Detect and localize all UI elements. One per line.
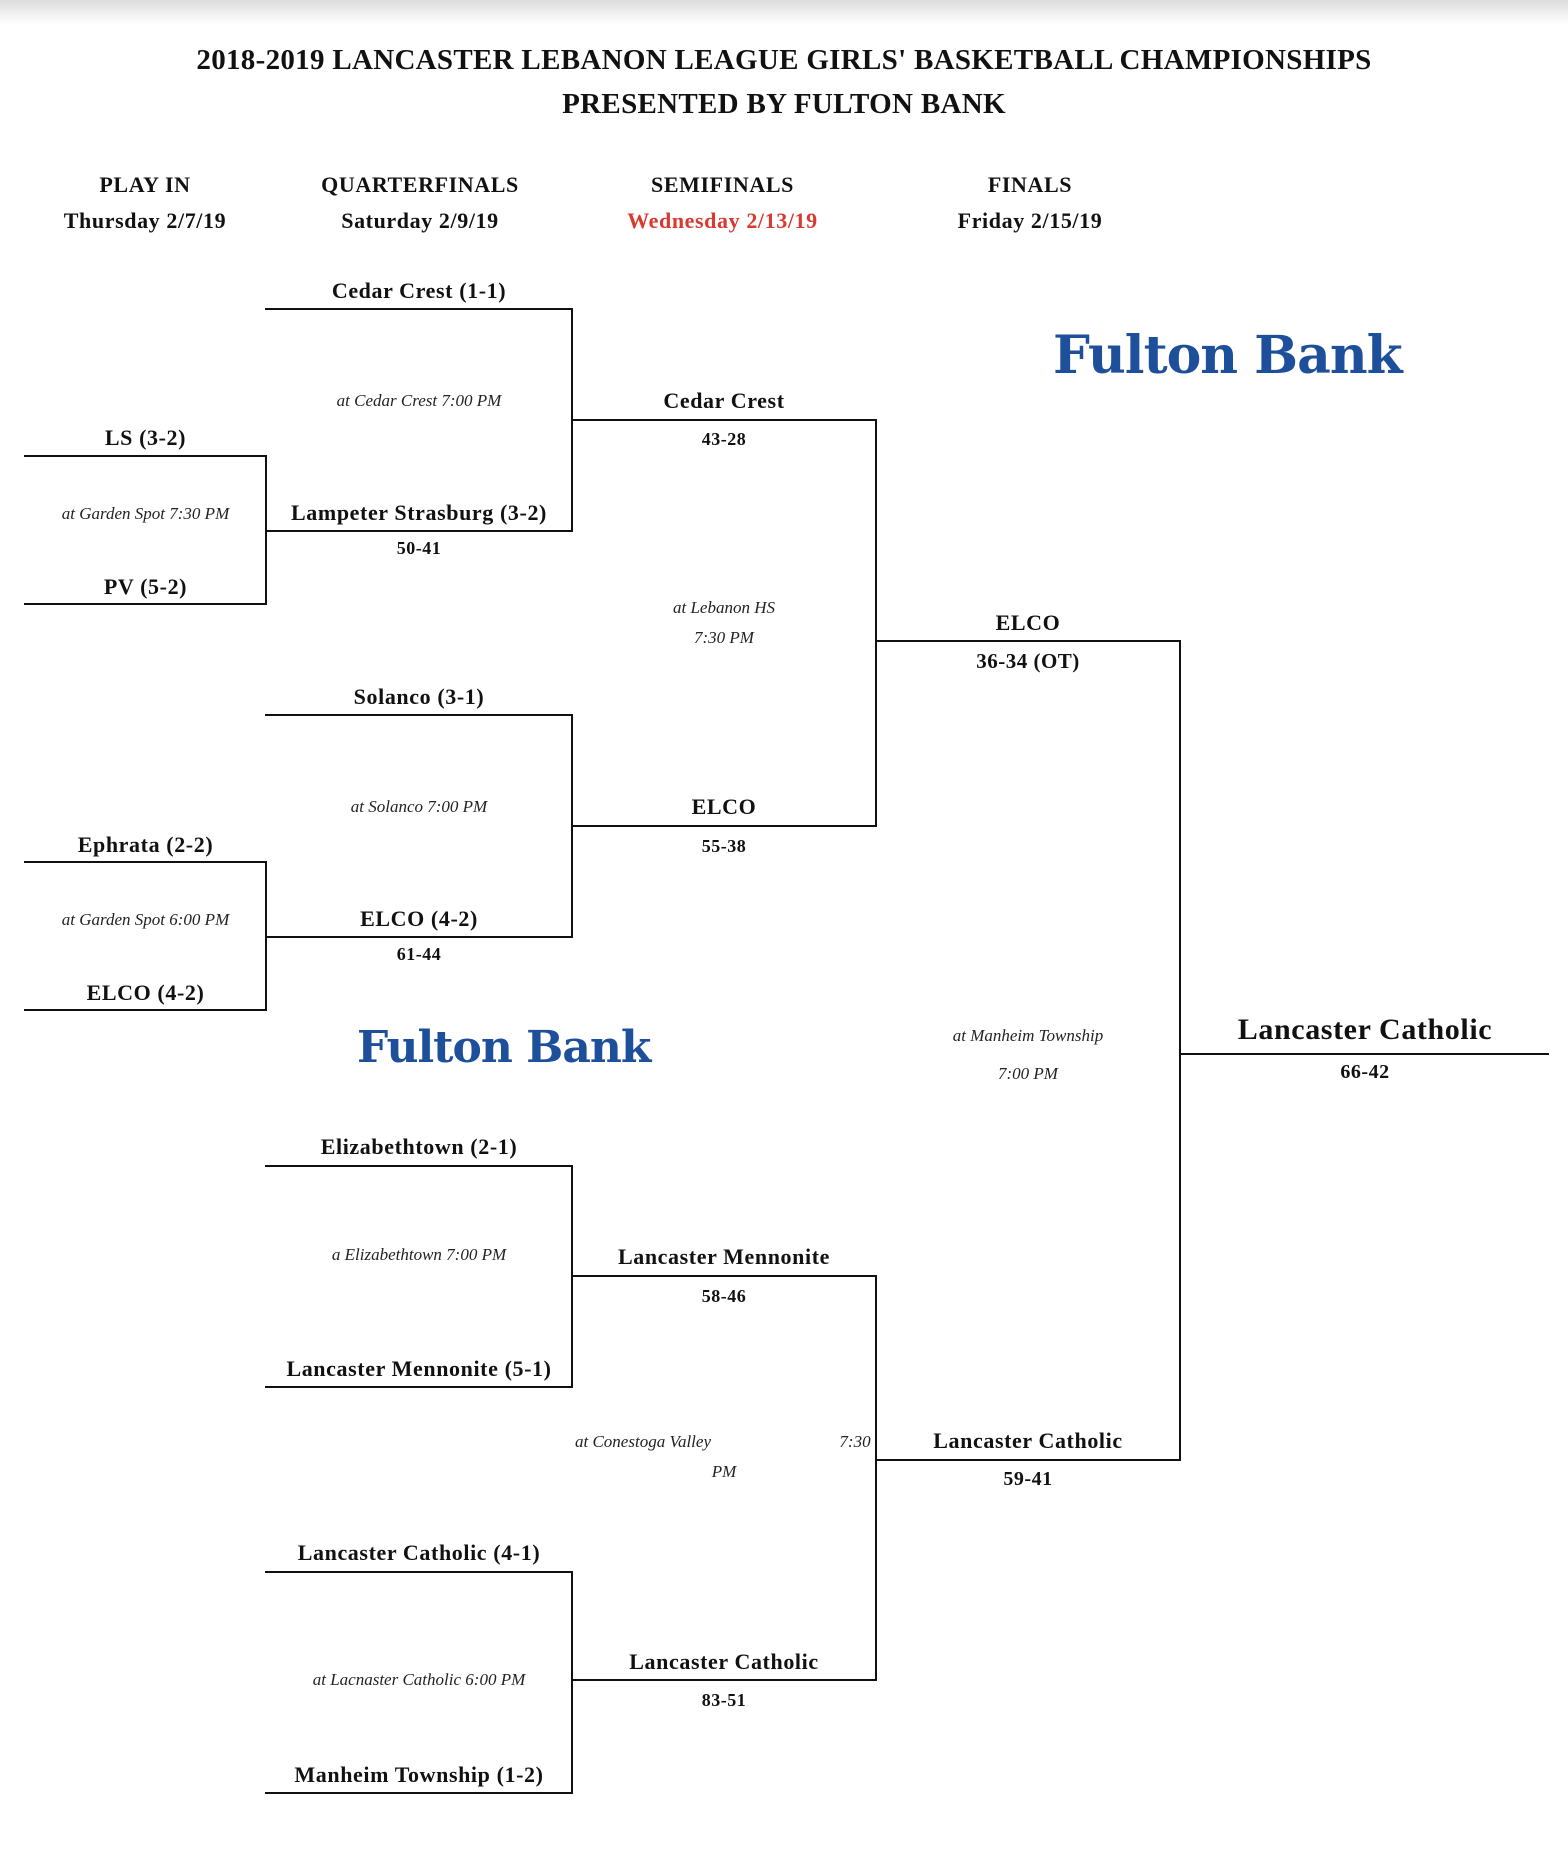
fulton-bank-logo-2: Fulton Bank — [357, 1022, 651, 1073]
qf-3-bottom-team: Lancaster Mennonite (5-1) — [286, 1356, 552, 1381]
bracket-line — [571, 419, 877, 421]
bracket-line — [265, 714, 573, 716]
round-header-quarterfinals: QUARTERFINALS — [321, 172, 519, 197]
bracket-line — [265, 1165, 573, 1167]
page-title: 2018-2019 LANCASTER LEBANON LEAGUE GIRLS' BASKETBALL CHAMPIONSHIPS — [196, 44, 1372, 76]
bracket-line — [1179, 1053, 1549, 1055]
play-in-2-bottom-team: ELCO (4-2) — [86, 980, 205, 1005]
bracket-line — [24, 455, 267, 457]
qf-2-score: 61-44 — [396, 944, 442, 964]
qf-1-venue: at Cedar Crest 7:00 PM — [336, 391, 502, 410]
bracket-line — [875, 1459, 1181, 1461]
final-top-team: ELCO — [995, 610, 1061, 635]
bracket-line — [265, 1386, 573, 1388]
bracket-line — [265, 1792, 573, 1794]
sf-1-top-score: 43-28 — [701, 429, 747, 449]
play-in-1-top-team: LS (3-2) — [104, 425, 187, 450]
round-date-quarterfinals: Saturday 2/9/19 — [341, 208, 499, 233]
sf-2-top-team: Lancaster Mennonite — [617, 1244, 831, 1269]
sf-2-bottom-score: 83-51 — [701, 1690, 747, 1710]
final-top-score: 36-34 (OT) — [976, 649, 1080, 673]
sf-1-top-team: Cedar Crest — [663, 388, 785, 413]
sf-1-venue-line2: 7:30 PM — [694, 628, 754, 647]
bracket-line — [265, 530, 573, 532]
bracket-line — [265, 308, 573, 310]
fulton-bank-logo: Fulton Bank — [1053, 325, 1402, 386]
sf-1-bottom-score: 55-38 — [701, 836, 747, 856]
qf-4-venue: at Lacnaster Catholic 6:00 PM — [312, 1670, 526, 1689]
qf-2-bottom-team: ELCO (4-2) — [360, 906, 478, 931]
page-subtitle: PRESENTED BY FULTON BANK — [562, 88, 1006, 120]
qf-1-top-team: Cedar Crest (1-1) — [331, 278, 507, 303]
sf-2-top-score: 58-46 — [701, 1286, 747, 1306]
final-bottom-score: 59-41 — [1003, 1468, 1053, 1490]
qf-2-top-team: Solanco (3-1) — [353, 684, 485, 709]
bracket-line — [571, 825, 877, 827]
qf-4-top-team: Lancaster Catholic (4-1) — [297, 1540, 541, 1565]
sf-2-venue-line2: PM — [711, 1462, 737, 1481]
champion-score: 66-42 — [1340, 1061, 1390, 1083]
round-header-finals: FINALS — [987, 172, 1073, 197]
bracket-line — [24, 603, 267, 605]
final-venue-line1: at Manheim Township — [952, 1026, 1104, 1045]
top-shade — [0, 0, 1568, 24]
qf-2-venue: at Solanco 7:00 PM — [350, 797, 488, 816]
play-in-2-top-team: Ephrata (2-2) — [77, 832, 214, 857]
bracket-line — [265, 1571, 573, 1573]
bracket-line — [24, 861, 267, 863]
round-header-play-in: PLAY IN — [99, 172, 191, 197]
bracket-line — [265, 936, 573, 938]
qf-3-top-team: Elizabethtown (2-1) — [320, 1134, 518, 1159]
round-date-play-in: Thursday 2/7/19 — [63, 208, 227, 233]
qf-3-venue: a Elizabethtown 7:00 PM — [331, 1245, 507, 1264]
bracket-line — [571, 1679, 877, 1681]
qf-1-bottom-team: Lampeter Strasburg (3-2) — [291, 500, 547, 525]
round-date-semifinals: Wednesday 2/13/19 — [627, 208, 818, 233]
bracket-line — [571, 1275, 877, 1277]
final-bottom-team: Lancaster Catholic — [933, 1428, 1123, 1453]
sf-2-venue-line1: at Conestoga Valley — [575, 1432, 711, 1451]
final-venue-line2: 7:00 PM — [998, 1064, 1058, 1083]
qf-1-score: 50-41 — [396, 538, 442, 558]
play-in-1-venue: at Garden Spot 7:30 PM — [61, 504, 230, 523]
bracket-line — [1179, 640, 1181, 1461]
play-in-1-bottom-team: PV (5-2) — [103, 574, 188, 599]
play-in-2-venue: at Garden Spot 6:00 PM — [61, 910, 230, 929]
sf-2-venue-time: 7:30 — [839, 1432, 871, 1451]
sf-2-bottom-team: Lancaster Catholic — [629, 1649, 819, 1674]
round-header-semifinals: SEMIFINALS — [651, 172, 794, 197]
bracket-line — [875, 640, 1181, 642]
bracket-line — [24, 1009, 267, 1011]
sf-1-bottom-team: ELCO — [691, 794, 757, 819]
qf-4-bottom-team: Manheim Township (1-2) — [294, 1762, 544, 1787]
round-date-finals: Friday 2/15/19 — [957, 208, 1103, 233]
sf-1-venue-line1: at Lebanon HS — [673, 598, 775, 617]
champion-team: Lancaster Catholic — [1237, 1013, 1493, 1046]
